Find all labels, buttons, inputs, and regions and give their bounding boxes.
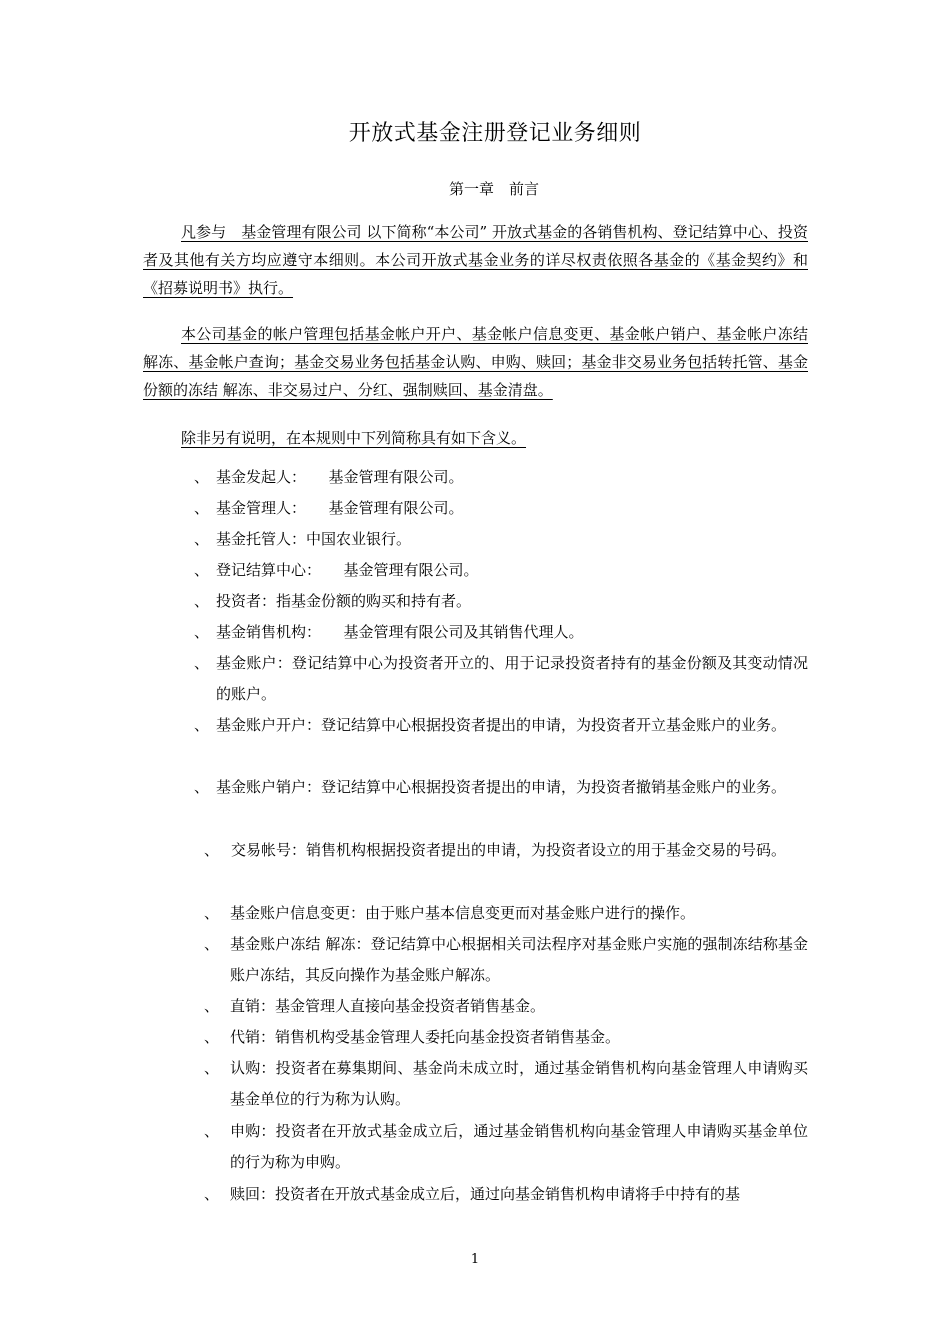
list-item-text: 基金发起人： 基金管理有限公司。 <box>216 468 464 486</box>
list-marker: 、 <box>204 935 220 953</box>
list-marker: 、 <box>204 1028 220 1046</box>
list-marker: 、 <box>194 778 210 796</box>
list-item <box>194 710 808 741</box>
list-marker: 、 <box>204 1059 220 1077</box>
list-item-text: 基金销售机构： 基金管理有限公司及其销售代理人。 <box>216 623 584 641</box>
chapter-heading: 第一章 前言 <box>448 180 539 198</box>
paragraph-text: 本公司基金的帐户管理包括基金帐户开户、基金帐户信息变更、基金帐户销户、基金帐户冻结 解冻、基金帐户查询；基金交易业务包括基金认购、申购、赎回；基金非交易业务包括转托管、基金份额的冻结 解冻、非交易过户、分红、强制赎回、基金清盘。 <box>143 325 808 399</box>
list-marker: 、 <box>194 654 210 672</box>
list-item-text: 基金账户信息变更：由于账户基本信息变更而对基金账户进行的操作。 <box>230 904 696 922</box>
list-item <box>204 1179 808 1210</box>
list-item-text: 基金账户冻结 解冻：登记结算中心根据相关司法程序对基金账户实施的强制冻结称基金账户冻结，其反向操作为基金账户解冻。 <box>230 935 808 984</box>
list-marker: 、 <box>204 904 220 922</box>
list-marker: 、 <box>204 1185 220 1203</box>
list-item <box>204 1022 808 1053</box>
list-item <box>204 929 808 991</box>
list-item-text: 认购：投资者在募集期间、基金尚未成立时，通过基金销售机构向基金管理人申请购买基金单位的行为称为认购。 <box>230 1059 808 1108</box>
list-item-text: 登记结算中心： 基金管理有限公司。 <box>216 561 479 579</box>
list-item <box>194 648 808 710</box>
list-marker: 、 <box>194 623 210 641</box>
list-item-text: 赎回：投资者在开放式基金成立后，通过向基金销售机构申请将手中持有的基 <box>230 1185 741 1203</box>
page-number: 1 <box>470 1252 480 1267</box>
list-item <box>204 991 808 1022</box>
list-item-text: 申购：投资者在开放式基金成立后，通过基金销售机构向基金管理人申请购买基金单位的行为称为申购。 <box>230 1122 808 1171</box>
list-item <box>194 617 808 648</box>
list-item <box>204 898 808 929</box>
paragraph-scope <box>143 218 808 302</box>
list-item-text: 代销：销售机构受基金管理人委托向基金投资者销售基金。 <box>230 1028 621 1046</box>
list-item-text: 基金账户：登记结算中心为投资者开立的、用于记录投资者持有的基金份额及其变动情况的账户。 <box>216 654 808 703</box>
list-marker: 、 <box>204 997 220 1015</box>
list-item <box>194 586 808 617</box>
paragraph-account-management <box>143 320 808 404</box>
list-marker: 、 <box>204 841 220 859</box>
list-item <box>194 772 808 803</box>
list-marker: 、 <box>194 592 210 610</box>
list-marker: 、 <box>204 1122 220 1140</box>
list-item-text: 交易帐号：销售机构根据投资者提出的申请，为投资者设立的用于基金交易的号码。 <box>216 841 787 859</box>
list-marker: 、 <box>194 716 210 734</box>
list-item <box>204 1116 808 1178</box>
list-item <box>204 835 808 866</box>
list-item-text: 直销：基金管理人直接向基金投资者销售基金。 <box>230 997 546 1015</box>
list-marker: 、 <box>194 468 210 486</box>
list-item-text: 基金管理人： 基金管理有限公司。 <box>216 499 464 517</box>
paragraph-definitions-intro <box>143 424 808 452</box>
list-item-text: 投资者：指基金份额的购买和持有者。 <box>216 592 472 610</box>
list-item <box>194 462 808 493</box>
paragraph-text: 凡参与 基金管理有限公司 以下简称“本公司” 开放式基金的各销售机构、登记结算中心、投资者及其他有关方均应遵守本细则。本公司开放式基金业务的详尽权责依照各基金的《基金契约》和《招募说明书》执行。 <box>143 223 808 297</box>
list-item <box>194 524 808 555</box>
list-item-text: 基金账户开户：登记结算中心根据投资者提出的申请，为投资者开立基金账户的业务。 <box>216 716 787 734</box>
document-title: 开放式基金注册登记业务细则 <box>348 121 642 146</box>
paragraph-text: 除非另有说明，在本规则中下列简称具有如下含义。 <box>181 429 527 447</box>
list-item <box>204 1053 808 1115</box>
list-marker: 、 <box>194 561 210 579</box>
list-item-text: 基金账户销户：登记结算中心根据投资者提出的申请，为投资者撤销基金账户的业务。 <box>216 778 787 796</box>
list-item-text: 基金托管人：中国农业银行。 <box>216 530 412 548</box>
list-marker: 、 <box>194 499 210 517</box>
list-item <box>194 555 808 586</box>
list-item <box>194 493 808 524</box>
list-marker: 、 <box>194 530 210 548</box>
